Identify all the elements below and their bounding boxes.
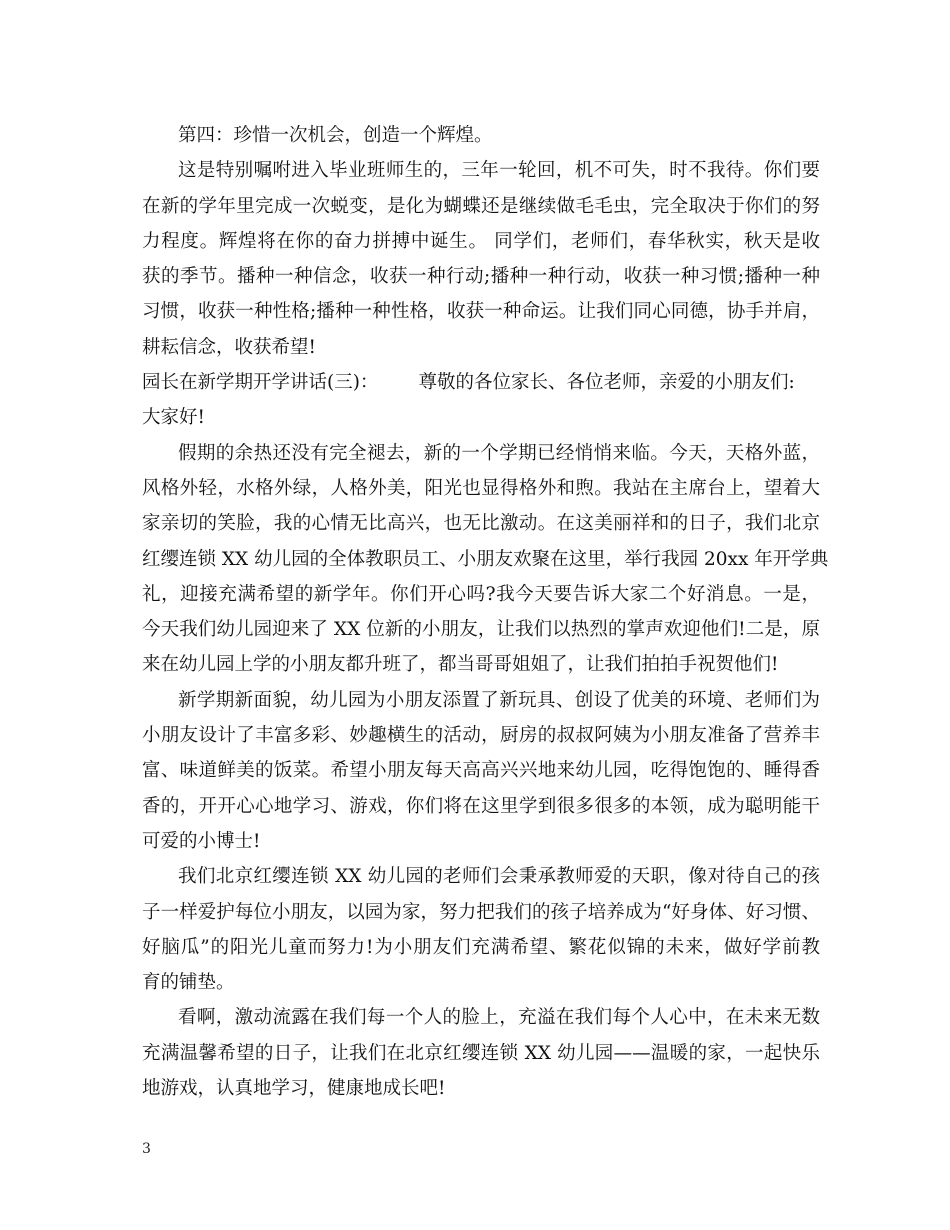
paragraph-line: 我们北京红缨连锁 XX 幼儿园的老师们会秉承教师爱的天职，像对待自己的孩 bbox=[178, 866, 820, 888]
heading-spacer bbox=[378, 365, 418, 400]
paragraph-line: 获的季节。播种一种信念，收获一种行动;播种一种行动，收获一种习惯;播种一种 bbox=[142, 266, 820, 288]
paragraph-line: 耕耘信念，收获希望! bbox=[142, 336, 316, 358]
section-heading: 园长在新学期开学讲话(三)： bbox=[142, 372, 379, 394]
paragraph-line: 今天我们幼儿园迎来了 XX 位新的小朋友，让我们以热烈的掌声欢迎他们!二是，原 bbox=[142, 619, 820, 641]
paragraph-line: 富、味道鲜美的饭菜。希望小朋友每天高高兴兴地来幼儿园，吃得饱饱的、睡得香 bbox=[142, 760, 820, 782]
paragraph-line: 礼，迎接充满希望的新学年。你们开心吗?我今天要告诉大家二个好消息。一是， bbox=[142, 583, 820, 605]
paragraph-line: 可爱的小博士! bbox=[142, 830, 261, 852]
paragraph-line: 力程度。辉煌将在你的奋力拼搏中诞生。 同学们，老师们，春华秋实，秋天是收 bbox=[142, 230, 820, 252]
document-body bbox=[142, 118, 829, 1106]
paragraph-line: 风格外轻，水格外绿，人格外美，阳光也显得格外和煦。我站在主席台上，望着大 bbox=[142, 477, 820, 499]
paragraph-line: 好脑瓜”的阳光儿童而努力!为小朋友们充满希望、繁花似锦的未来，做好学前教 bbox=[142, 936, 820, 958]
paragraph-line: 香的，开开心心地学习、游戏，你们将在这里学到很多很多的本领，成为聪明能干 bbox=[142, 795, 820, 817]
paragraph-line: 习惯，收获一种性格;播种一种性格，收获一种命运。让我们同心同德，协手并肩， bbox=[142, 301, 820, 323]
paragraph-line: 新学期新面貌，幼儿园为小朋友添置了新玩具、创设了优美的环境、老师们为 bbox=[178, 689, 820, 711]
paragraph-line: 育的铺垫。 bbox=[142, 972, 235, 994]
paragraph-line: 这是特别嘱咐进入毕业班师生的，三年一轮回，机不可失，时不我待。你们要 bbox=[178, 160, 820, 182]
page-number: 3 bbox=[142, 1141, 151, 1157]
paragraph-line: 地游戏，认真地学习，健康地成长吧! bbox=[142, 1078, 446, 1100]
paragraph-line: 在新的学年里完成一次蜕变，是化为蝴蝶还是继续做毛毛虫，完全取决于你们的努 bbox=[142, 195, 820, 217]
paragraph-line: 看啊，激动流露在我们每一个人的脸上，充溢在我们每个人心中，在未来无数 bbox=[178, 1007, 820, 1029]
paragraph-line: 假期的余热还没有完全褪去，新的一个学期已经悄悄来临。今天，天格外蓝， bbox=[178, 442, 820, 464]
paragraph-line: 红缨连锁 XX 幼儿园的全体教职员工、小朋友欢聚在这里，举行我园 20xx 年开学典 bbox=[142, 548, 829, 570]
paragraph-line: 子一样爱护每位小朋友，以园为家，努力把我们的孩子培养成为“好身体、好习惯、 bbox=[142, 901, 820, 923]
paragraph-line: 小朋友设计了丰富多彩、妙趣横生的活动，厨房的叔叔阿姨为小朋友准备了营养丰 bbox=[142, 725, 820, 747]
paragraph-line: 来在幼儿园上学的小朋友都升班了，都当哥哥姐姐了，让我们拍拍手祝贺他们! bbox=[142, 654, 779, 676]
paragraph-line: 充满温馨希望的日子，让我们在北京红缨连锁 XX 幼儿园——温暖的家，一起快乐 bbox=[142, 1042, 820, 1064]
salutation: 尊敬的各位家长、各位老师，亲爱的小朋友们: bbox=[418, 372, 795, 394]
paragraph-line: 家亲切的笑脸，我的心情无比高兴，也无比激动。在这美丽祥和的日子，我们北京 bbox=[142, 513, 820, 535]
greeting-line: 大家好! bbox=[142, 407, 205, 429]
paragraph-line: 第四：珍惜一次机会，创造一个辉煌。 bbox=[178, 125, 493, 146]
section-heading-row bbox=[142, 365, 820, 400]
